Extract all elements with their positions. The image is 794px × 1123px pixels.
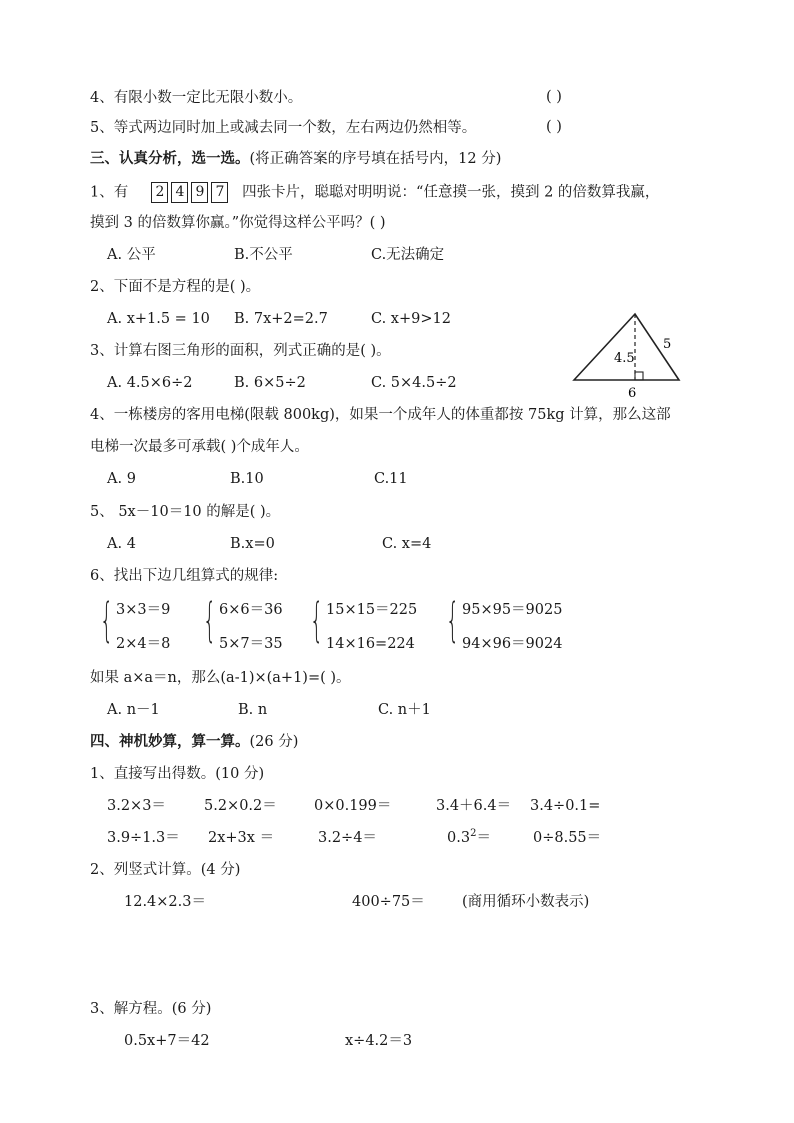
s3-q5-stem: 5、 5x－10＝10 的解是( )。 xyxy=(90,504,281,520)
calc-5: 3.4÷0.1= xyxy=(530,798,601,814)
group1-eq2: 2×4＝8 xyxy=(116,636,171,652)
calc-2: 5.2×0.2＝ xyxy=(204,798,277,814)
s3-q6-option-a[interactable]: A. n－1 xyxy=(107,702,160,718)
judge-q5-answer-blank[interactable]: ( ) xyxy=(546,119,562,135)
s3-q5-option-a[interactable]: A. 4 xyxy=(107,536,136,552)
s3-q4-option-b[interactable]: B.10 xyxy=(230,471,264,487)
s3-q1-prefix: 1、有 xyxy=(90,184,129,201)
judge-q4-answer-blank[interactable]: ( ) xyxy=(546,89,562,105)
group1-eq1: 3×3＝9 xyxy=(116,602,171,618)
judge-q5-text: 5、等式两边同时加上或减去同一个数，左右两边仍然相等。 xyxy=(90,120,477,136)
superscript-2: 2 xyxy=(470,828,477,839)
s3-q5-option-c[interactable]: C. x=4 xyxy=(382,536,432,552)
card-1: 2 xyxy=(151,182,168,203)
s3-q6-option-b[interactable]: B. n xyxy=(238,702,268,718)
s3-q5-option-b[interactable]: B.x=0 xyxy=(230,536,275,552)
calc-10: 0÷8.55＝ xyxy=(533,830,602,846)
calc-3: 0×0.199＝ xyxy=(314,798,392,814)
group2-eq1: 6×6＝36 xyxy=(219,602,283,618)
side-label: 5 xyxy=(663,337,672,352)
s3-q6-line2: 如果 a×a＝n，那么(a-1)×(a+1)=( )。 xyxy=(90,670,351,686)
s3-q1-option-c[interactable]: C.无法确定 xyxy=(371,247,445,263)
brace-group-3: { xyxy=(310,593,324,647)
brace-group-4: { xyxy=(446,593,460,647)
s4-p3-title: 3、解方程。(6 分) xyxy=(90,1001,212,1017)
equation-1: 0.5x+7＝42 xyxy=(124,1033,210,1049)
s3-q3-option-a[interactable]: A. 4.5×6÷2 xyxy=(107,375,193,391)
s3-q2-option-c[interactable]: C. x+9>12 xyxy=(371,311,451,327)
s3-q4-line1: 4、一栋楼房的客用电梯(限载 800kg)，如果一个成年人的体重都按 75kg 计算，那么这部 xyxy=(90,407,671,423)
s3-q2-option-b[interactable]: B. 7x+2=2.7 xyxy=(234,311,328,327)
calc-9 xyxy=(447,829,491,847)
section3-title: 三、认真分析，选一选。 xyxy=(90,150,250,167)
s3-q1-line1 xyxy=(90,182,659,203)
s4-p2-title: 2、列竖式计算。(4 分) xyxy=(90,862,241,878)
right-angle-mark xyxy=(635,372,643,380)
s3-q4-option-a[interactable]: A. 9 xyxy=(107,471,136,487)
calc-7: 2x+3x ＝ xyxy=(208,830,275,846)
triangle-figure xyxy=(568,306,688,402)
s3-q6-option-c[interactable]: C. n＋1 xyxy=(378,702,431,718)
group4-eq2: 94×96＝9024 xyxy=(462,636,563,652)
equation-2: x÷4.2＝3 xyxy=(345,1033,413,1049)
card-4: 7 xyxy=(211,182,228,203)
calc-9-base: 0.3 xyxy=(447,830,471,846)
calc-1: 3.2×3＝ xyxy=(107,798,166,814)
s3-q1-option-a[interactable]: A. 公平 xyxy=(107,247,156,263)
card-2: 4 xyxy=(171,182,188,203)
section4-note: (26 分) xyxy=(249,734,299,750)
group2-eq2: 5×7＝35 xyxy=(219,636,283,652)
base-label: 6 xyxy=(628,386,637,401)
vertical-calc-note: (商用循环小数表示) xyxy=(462,894,590,910)
s3-q4-line2: 电梯一次最多可承载( )个成年人。 xyxy=(90,439,309,455)
s3-q3-option-b[interactable]: B. 6×5÷2 xyxy=(234,375,306,391)
vertical-calc-1: 12.4×2.3＝ xyxy=(124,894,206,910)
s3-q3-option-c[interactable]: C. 5×4.5÷2 xyxy=(371,375,457,391)
brace-group-2: { xyxy=(203,593,217,647)
height-label: 4.5 xyxy=(614,351,635,366)
s4-p1-title: 1、直接写出得数。(10 分) xyxy=(90,766,265,782)
section4-heading xyxy=(90,733,298,751)
s3-q2-stem: 2、下面不是方程的是( )。 xyxy=(90,279,261,295)
s3-q1-option-b[interactable]: B.不公平 xyxy=(234,247,293,263)
judge-q4-text: 4、有限小数一定比无限小数小。 xyxy=(90,90,303,106)
s3-q1-suffix: 四张卡片，聪聪对明明说：“任意摸一张，摸到 2 的倍数算我赢， xyxy=(242,184,660,201)
group3-eq2: 14×16=224 xyxy=(326,636,415,652)
vertical-calc-2: 400÷75＝ xyxy=(352,894,425,910)
section4-title: 四、神机妙算，算一算。 xyxy=(90,733,250,750)
s3-q6-stem: 6、找出下边几组算式的规律: xyxy=(90,568,279,584)
group3-eq1: 15×15＝225 xyxy=(326,602,418,618)
section3-note: (将正确答案的序号填在括号内，12 分) xyxy=(249,151,502,167)
s3-q4-option-c[interactable]: C.11 xyxy=(374,471,408,487)
calc-4: 3.4＋6.4＝ xyxy=(436,798,512,814)
card-3: 9 xyxy=(191,182,208,203)
group4-eq1: 95×95＝9025 xyxy=(462,602,563,618)
calc-9-suffix: $^2$＝ xyxy=(470,828,491,846)
section3-heading xyxy=(90,150,501,168)
s3-q3-stem: 3、计算右图三角形的面积，列式正确的是( )。 xyxy=(90,343,391,359)
s3-q2-option-a[interactable]: A. x+1.5 = 10 xyxy=(107,311,210,327)
calc-6: 3.9÷1.3＝ xyxy=(107,830,180,846)
calc-8: 3.2÷4＝ xyxy=(318,830,377,846)
s3-q1-line2: 摸到 3 的倍数算你赢。”你觉得这样公平吗？( ) xyxy=(90,215,386,231)
brace-group-1: { xyxy=(100,593,114,647)
